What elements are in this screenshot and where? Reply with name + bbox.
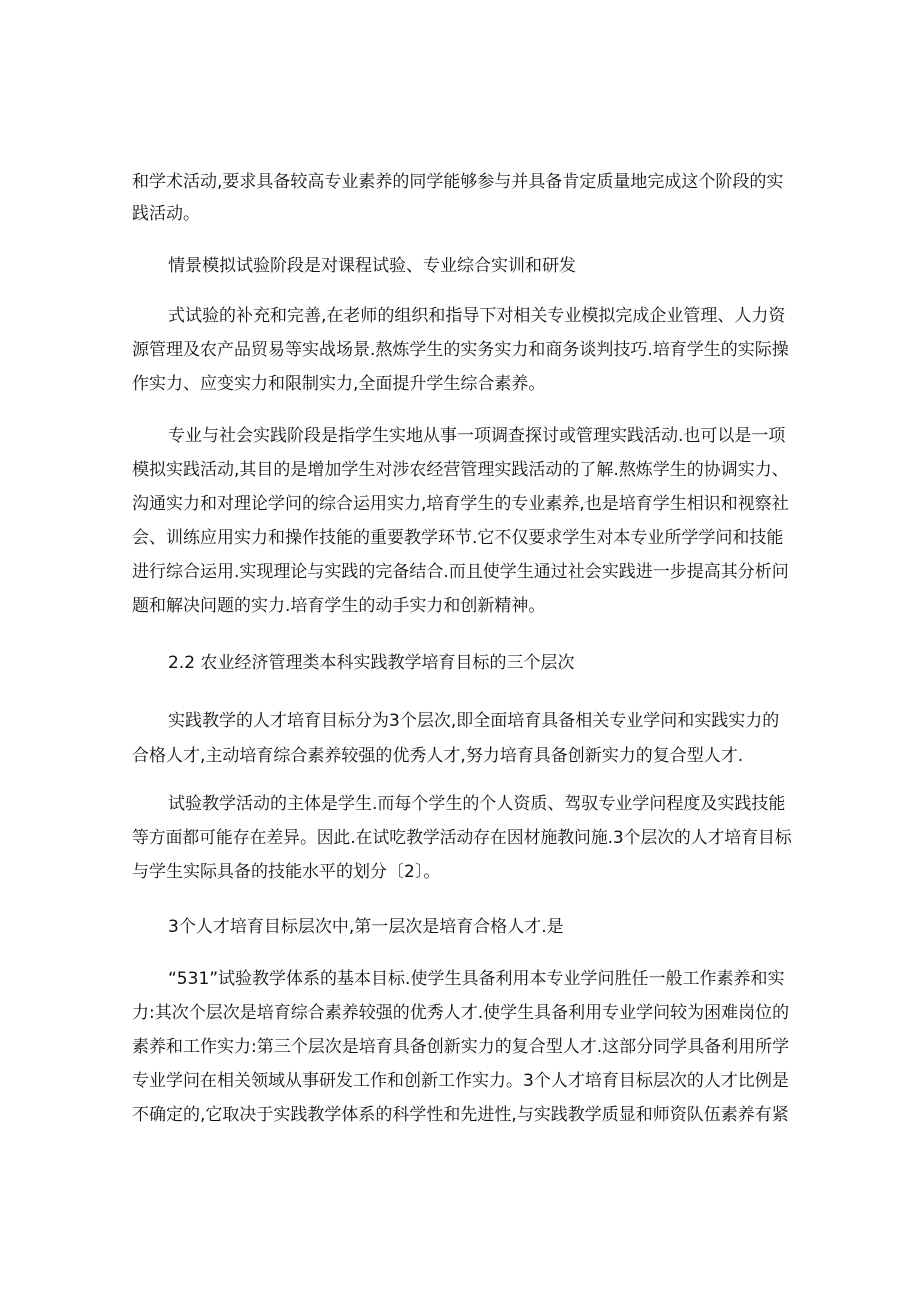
paragraph-8-line-4: 专业学问在相关领域从事研发工作和创新工作实力。3个人才培育目标层次的人才比例是 (132, 1071, 789, 1091)
paragraph-1-line-1: 和学术活动,要求具备较高专业素养的同学能够参与并具备肯定质量地完成这个阶段的实 (132, 172, 784, 192)
paragraph-4-line-4: 会、训练应用实力和操作技能的重要教学环节.它不仅要求学生对本专业所学学问和技能 (132, 528, 784, 548)
paragraph-2-line-1: 情景模拟试验阶段是对课程试验、专业综合实训和研发 (168, 256, 576, 276)
paragraph-4-line-6: 题和解决问题的实力.培育学生的动手实力和创新精神。 (132, 596, 546, 616)
paragraph-1-line-2: 践活动。 (132, 204, 200, 224)
paragraph-3-line-2: 源管理及农产品贸易等实战场景.熬炼学生的实务实力和商务谈判技巧.培育学生的实际操 (132, 340, 789, 360)
paragraph-8-line-5: 不确定的,它取决于实践教学体系的科学性和先进性,与实践教学质显和师资队伍素养有紧 (132, 1105, 789, 1125)
paragraph-4-line-2: 模拟实践活动,其目的是增加学生对涉农经营管理实践活动的了解.熬炼学生的协调实力、 (132, 460, 789, 480)
paragraph-3-line-3: 作实力、应变实力和限制实力,全面提升学生综合素养。 (132, 374, 546, 394)
paragraph-4-line-3: 沟通实力和对理论学问的综合运用实力,培育学生的专业素养,也是培育学生相识和视察社 (132, 494, 789, 514)
paragraph-5-line-1: 实践教学的人才培育目标分为3个层次,即全面培育具备相关专业学问和实践实力的 (168, 711, 780, 731)
paragraph-6-line-3: 与学生实际具备的技能水平的划分〔2〕。 (132, 862, 441, 882)
paragraph-8-line-1: “531”试验教学体系的基本目标.使学生具备利用本专业学问胜任一般工作素养和实 (168, 969, 785, 989)
paragraph-4-line-1: 专业与社会实践阶段是指学生实地从事一项调查探讨或管理实践活动.也可以是一项 (168, 426, 786, 446)
paragraph-8-line-2: 力:其次个层次是培育综合素养较强的优秀人才.使学生具备利用专业学问较为困难岗位的 (132, 1003, 790, 1023)
paragraph-6-line-1: 试验教学活动的主体是学生.而每个学生的个人资质、驾驭专业学问程度及实践技能 (168, 794, 786, 814)
paragraph-6-line-2: 等方面都可能存在差异。因此.在试吃教学活动存在因材施教问施.3个层次的人才培育目标 (132, 828, 792, 848)
paragraph-4-line-5: 进行综合运用.实现理论与实践的完备结合.而且使学生通过社会实践进一步提高其分析问 (132, 562, 789, 582)
paragraph-7-line-1: 3个人才培育目标层次中,第一层次是培育合格人才.是 (168, 917, 564, 937)
section-heading-2-2: 2.2 农业经济管理类本科实践教学培育目标的三个层次 (168, 653, 575, 673)
paragraph-5-line-2: 合格人才,主动培育综合素养较强的优秀人才,努力培育具备创新实力的复合型人才. (132, 746, 744, 766)
paragraph-8-line-3: 素养和工作实力:第三个层次是培育具备创新实力的复合型人才.这部分同学具备利用所学 (132, 1037, 790, 1057)
paragraph-3-line-1: 式试验的补充和完善,在老师的组织和指导下对相关专业模拟完成企业管理、人力资 (168, 306, 786, 326)
